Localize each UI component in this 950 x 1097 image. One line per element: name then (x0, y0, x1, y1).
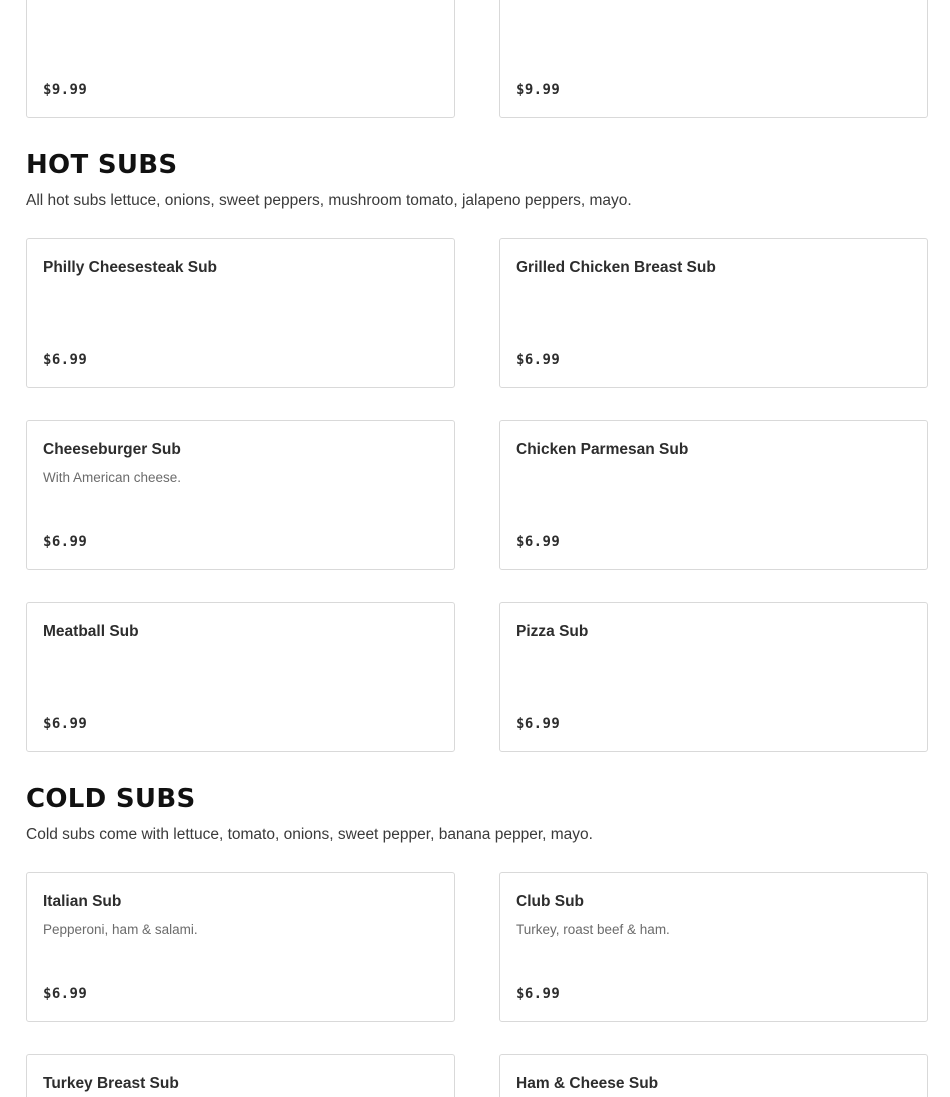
menu-item-card[interactable] (26, 238, 455, 388)
section-title-cold-subs: COLD SUBS (26, 784, 196, 814)
item-name: Pizza Sub (516, 623, 589, 640)
item-description: Pepperoni, ham & salami. (43, 922, 198, 937)
menu-item-card[interactable] (26, 872, 455, 1022)
item-name: Club Sub (516, 893, 585, 910)
item-description: Turkey, roast beef & ham. (516, 922, 670, 937)
menu-item-card[interactable] (499, 1054, 928, 1097)
item-name: Cheeseburger Sub (43, 441, 181, 458)
menu-item-card[interactable] (499, 0, 928, 118)
item-name: Philly Cheesesteak Sub (43, 259, 218, 276)
item-price: $6.99 (516, 352, 561, 368)
item-name: Turkey Breast Sub (43, 1075, 179, 1092)
item-price: $9.99 (43, 82, 88, 98)
item-price: $6.99 (516, 716, 561, 732)
item-description: With American cheese. (43, 470, 182, 485)
item-name: Italian Sub (43, 893, 122, 910)
item-name: Ham & Cheese Sub (516, 1075, 659, 1092)
section-description-cold-subs: Cold subs come with lettuce, tomato, onions, sweet pepper, banana pepper, mayo. (26, 826, 593, 843)
menu-item-card[interactable] (499, 602, 928, 752)
menu-item-card[interactable] (26, 1054, 455, 1097)
item-name: Chicken Parmesan Sub (516, 441, 689, 458)
item-price: $6.99 (43, 352, 88, 368)
item-price: $9.99 (516, 82, 561, 98)
item-name: Grilled Chicken Breast Sub (516, 259, 716, 276)
item-name: Meatball Sub (43, 623, 139, 640)
item-price: $6.99 (516, 534, 561, 550)
item-price: $6.99 (43, 534, 88, 550)
menu-item-card[interactable] (26, 0, 455, 118)
menu-item-card[interactable] (26, 602, 455, 752)
menu-item-card[interactable] (499, 872, 928, 1022)
item-price: $6.99 (43, 716, 88, 732)
menu-item-card[interactable] (26, 420, 455, 570)
section-description-hot-subs: All hot subs lettuce, onions, sweet peppers, mushroom tomato, jalapeno peppers, mayo. (26, 192, 632, 209)
section-title-hot-subs: HOT SUBS (26, 150, 178, 180)
menu-item-card[interactable] (499, 420, 928, 570)
menu-item-card[interactable] (499, 238, 928, 388)
item-price: $6.99 (43, 986, 88, 1002)
item-price: $6.99 (516, 986, 561, 1002)
